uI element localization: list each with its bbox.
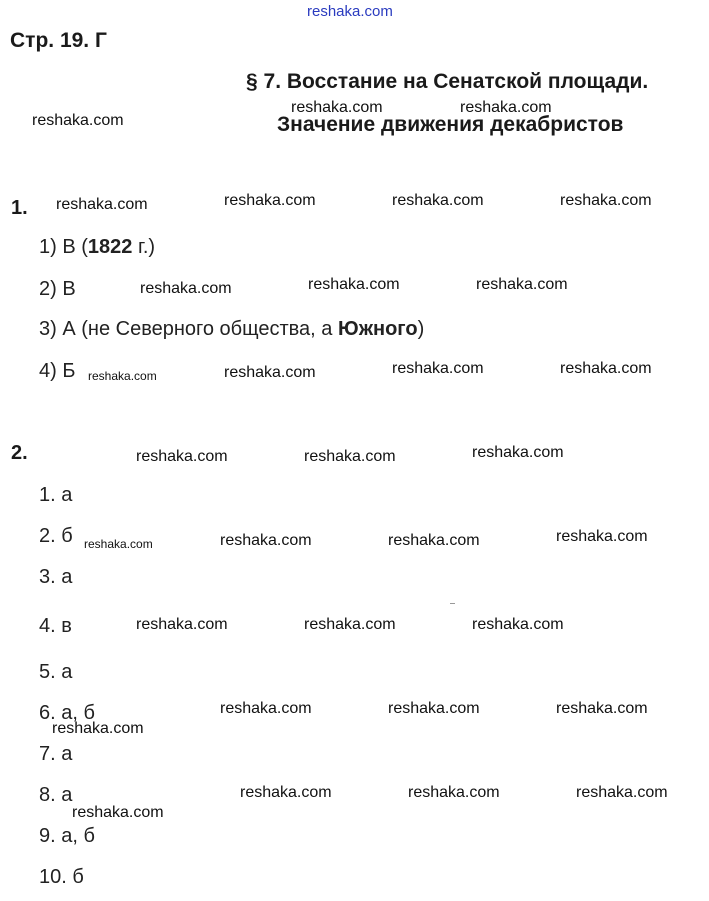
- task1-answer-3: 3) А (не Северного общества, а Южного): [39, 318, 425, 340]
- task2-number: 2.: [11, 442, 28, 464]
- watermark: reshaka.com: [240, 784, 332, 801]
- watermark: reshaka.com: [88, 369, 157, 383]
- stray-mark: [450, 603, 455, 604]
- watermark: reshaka.com: [472, 444, 564, 461]
- task2-answer: 5. а: [39, 661, 73, 683]
- watermark: reshaka.com: [472, 616, 564, 633]
- page-label: Стр. 19. Г: [10, 29, 107, 52]
- watermark: reshaka.com: [140, 280, 232, 297]
- task2-answer: 2. б: [39, 525, 73, 547]
- watermark: reshaka.com: [32, 112, 124, 129]
- task2-answer: 10. б: [39, 866, 84, 888]
- watermark: reshaka.com: [476, 276, 568, 293]
- task2-answer: 4. в: [39, 615, 72, 637]
- task2-answer: 3. а: [39, 566, 73, 588]
- watermark: reshaka.com: [556, 528, 648, 545]
- watermark: reshaka.com: [224, 192, 316, 209]
- watermark: reshaka.com: [56, 196, 148, 213]
- watermark: reshaka.com: [388, 700, 480, 717]
- watermark: reshaka.com: [224, 364, 316, 381]
- watermark: reshaka.com: [304, 448, 396, 465]
- task2-answer: 8. а: [39, 784, 73, 806]
- task2-answer: 9. а, б: [39, 825, 95, 847]
- watermark: reshaka.com: [220, 532, 312, 549]
- watermark: reshaka.com: [560, 192, 652, 209]
- task2-answer: 6. а, б: [39, 702, 95, 724]
- watermark: reshaka.com: [392, 360, 484, 377]
- section-title-line2: Значение движения декабристов: [277, 113, 624, 136]
- task1-number: 1.: [11, 197, 28, 219]
- task1-answer-2: 2) В: [39, 278, 76, 300]
- watermark: reshaka.com: [308, 276, 400, 293]
- watermark: reshaka.com: [304, 616, 396, 633]
- watermark: reshaka.com: [52, 720, 144, 737]
- watermark: reshaka.com: [560, 360, 652, 377]
- watermark: reshaka.com: [136, 448, 228, 465]
- watermark: reshaka.com: [220, 700, 312, 717]
- watermark-top: reshaka.com: [307, 3, 393, 20]
- watermark: reshaka.com: [291, 99, 383, 116]
- watermark: reshaka.com: [84, 537, 153, 551]
- task2-answer: 7. а: [39, 743, 73, 765]
- section-title-line1: § 7. Восстание на Сенатской площади.: [246, 70, 649, 93]
- watermark: reshaka.com: [72, 804, 164, 821]
- watermark: reshaka.com: [576, 784, 668, 801]
- watermark: reshaka.com: [136, 616, 228, 633]
- task2-answer: 1. а: [39, 484, 73, 506]
- watermark: reshaka.com: [408, 784, 500, 801]
- task1-answer-4: 4) Б: [39, 360, 76, 382]
- task1-answer-1: 1) В (1822 г.): [39, 236, 156, 258]
- watermark: reshaka.com: [388, 532, 480, 549]
- watermark: reshaka.com: [392, 192, 484, 209]
- watermark: reshaka.com: [556, 700, 648, 717]
- watermark: reshaka.com: [460, 99, 552, 116]
